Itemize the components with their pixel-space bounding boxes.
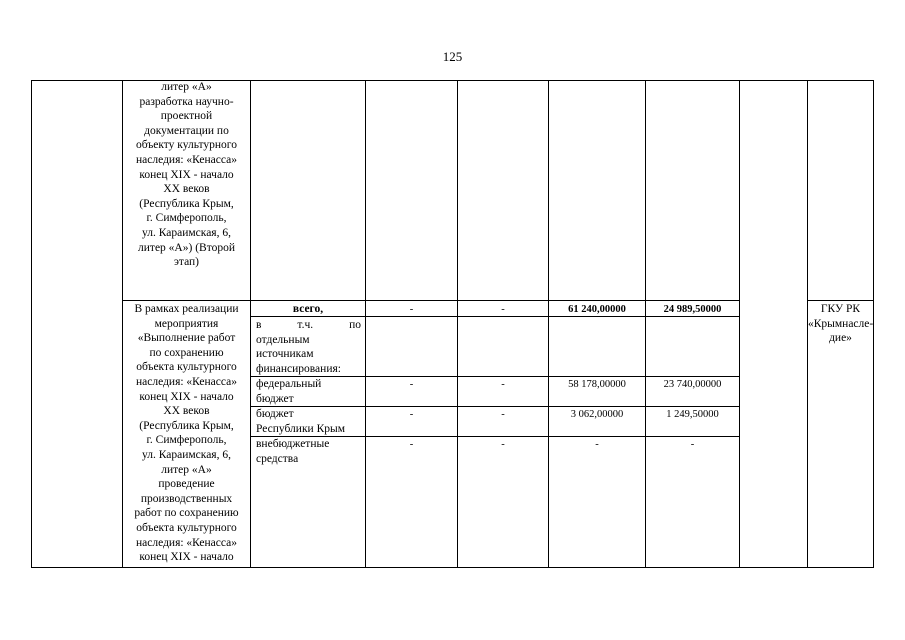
text-line: документации по [144,124,229,137]
text-line: мероприятия [154,317,219,330]
continued-description [123,80,250,270]
executor [808,302,873,346]
text-line: ГКУ РК [820,303,861,315]
column-divider [873,80,874,568]
text-line: XX веков [163,183,210,196]
text-line: работ по сохранению [134,507,239,520]
value-extra-col4: - [690,439,695,450]
text-line: объекта культурного [136,361,237,374]
column-divider [31,80,32,568]
text-word: по [349,319,361,331]
value-republic-col1: - [409,409,414,420]
text-line: Республики Крым [256,422,345,435]
text-line: конец XIX - начало [139,551,234,564]
text-line: наследия: «Кенасса» [136,536,237,549]
column-divider [250,80,251,568]
text-line: «Крымнасле- [808,317,874,330]
text-line: г. Симферополь, [146,212,227,225]
value-federal-col4: 23 740,00000 [663,379,722,390]
text-line: объекта культурного [136,521,237,534]
text-line: В рамках реализации [134,303,239,315]
text-line: по сохранению [149,346,224,359]
value-total-col3: 61 240,00000 [568,304,626,315]
row-divider [807,300,873,301]
value-total-col2: - [501,304,505,315]
text-line: внебюджетные [256,438,330,450]
source-including-first-line [256,318,361,333]
text-line: (Республика Крым, [139,197,234,210]
source-including [256,318,361,376]
text-word: т.ч. [297,319,314,331]
text-line: этап) [173,256,200,269]
text-word: в [256,319,262,331]
table-bottom-border [31,567,873,568]
column-divider [739,80,740,568]
value-total-col4: 24 989,50000 [663,304,722,315]
text-line: наследия: «Кенасса» [136,375,237,388]
text-line: производственных [140,492,233,505]
text-line: федеральный [256,378,322,390]
text-line: г. Симферополь, [146,434,227,447]
text-line: наследия: «Кенасса» [136,153,237,166]
text-line: ул. Караимская, 6, [142,226,231,239]
value-extra-col2: - [501,439,505,450]
text-line: дие» [829,332,852,345]
column-divider [548,80,549,568]
value-federal-col3: 58 178,00000 [568,379,626,390]
text-line: (Республика Крым, [139,419,234,432]
activity-description [123,302,250,565]
value-republic-col4: 1 249,50000 [666,409,719,420]
source-republic [256,407,364,436]
text-line: XX веков [163,405,210,418]
row-divider [122,300,740,301]
value-extra-col1: - [409,439,414,450]
text-line: конец XIX - начало [139,390,234,403]
text-line: конец XIX - начало [139,168,234,181]
value-republic-col3: 3 062,00000 [570,409,624,420]
page-number: 125 [442,49,463,64]
value-total-col1: - [409,304,414,315]
text-line: литер «А» [161,463,212,476]
source-total: всего, [292,303,324,315]
text-line: «Выполнение работ [137,332,236,345]
column-divider [645,80,646,568]
value-federal-col1: - [409,379,414,390]
text-line: литер «А») (Второй [138,241,235,254]
text-line: финансирования: [256,362,341,375]
value-federal-col2: - [501,379,505,390]
column-divider [457,80,458,568]
text-line: проведение [158,478,215,491]
text-line: объекту культурного [136,139,237,152]
text-line: бюджет [256,392,294,405]
text-line: литер «А» [161,81,212,93]
text-line: проектной [160,110,213,123]
value-republic-col2: - [501,409,505,420]
source-federal [256,377,364,406]
source-extrabudget [256,437,364,466]
text-line: средства [256,452,299,465]
text-line: бюджет [256,408,294,420]
value-extra-col3: - [595,439,599,450]
text-line: ул. Караимская, 6, [142,448,231,461]
text-line: отдельным [256,333,310,346]
text-line: источникам [256,348,314,361]
column-divider [365,80,366,568]
text-line: разработка научно- [139,95,234,108]
